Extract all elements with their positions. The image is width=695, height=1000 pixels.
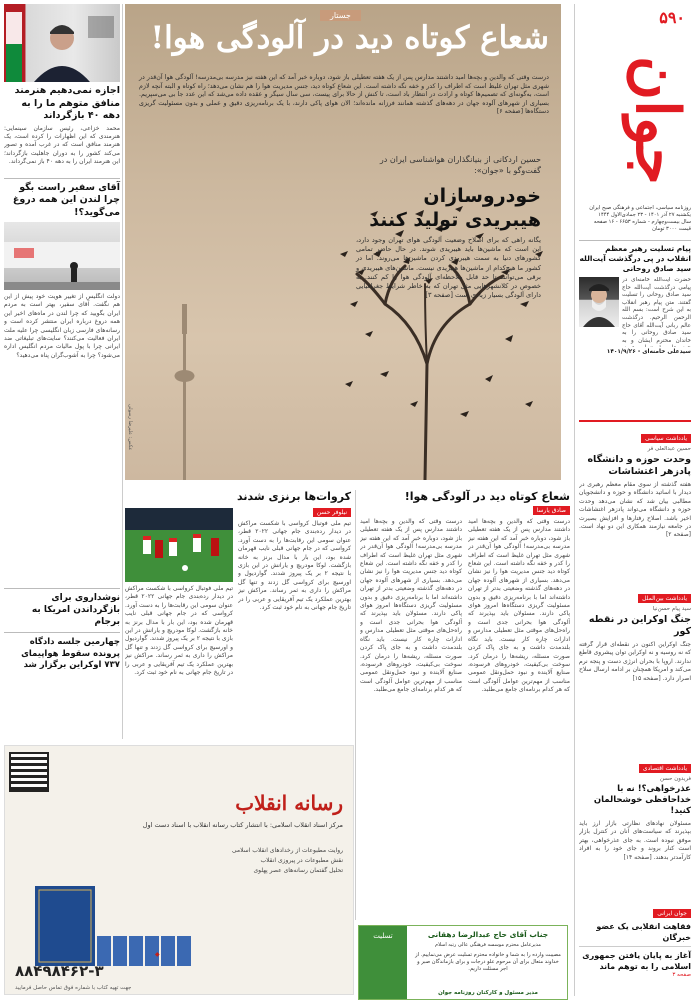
leader-message-body: حضرت آیت‌الله خامنه‌ای در پیامی درگذشت آیت‌الله حاج سید صادق روحانی را تسلیت گفتند. متن پیام رهبر انقلاب به این شرح است: بسم الله الرحمن الرحیم. درگذشت عالم ربانی آیت‌الله آقای حاج سید صادق روحانی را به خاندان محترم ایشان و به: [622, 277, 691, 344]
econ-note-author: فریدون حسن: [659, 776, 691, 782]
main-story-body-col1: درست وقتی که والدین و بچه‌ها امید داشتند مدارس پس از یک هفته تعطیلی باز شود، دوباره خبر آمد که این هفته نیز مدرسه بی‌مدرسه! آلودگی هوا آن‌قدر در شهری مثل تهران غلیظ است که اطراف را کدر و خفه نگه داشته است. این شعاع کوتاه دید جنس مدیریت هوا را نیز نشان می‌دهد. بسیاری از شهرهای آلوده جهان در دهه‌های گذشته وضعیتی بدتر از تهران داشته‌اند اما با برنامه‌ریزی دقیق و بدون مسئولیت گریزی دستگاه‌ها امروز هوای پاکی دارند. مسئولان باید بپذیرند که آلودگی هوا بحرانی جدی است و راه‌حل‌های موقتی مثل تعطیلی مدارس و ادارات چاره کار نیست. باید نگاه بلندمدت داشت و به جای پاک کردن صورت مسئله، ریشه‌ها را درمان کرد. سوخت بی‌کیفیت، خودروهای فرسوده، صنایع آلاینده و نبود حمل‌ونقل عمومی مناسب از مهم‌ترین عوامل آلودگی است که هر کدام برنامه‌ای جامع می‌طلبد.: [360, 518, 462, 694]
masthead: [577, 0, 695, 215]
main-story-title[interactable]: شعاع کوتاه دید در آلودگی هوا!: [404, 490, 570, 503]
leader-signature: سیدعلی خامنه‌ای - ۱۴۰۱/۹/۲۶: [606, 349, 691, 355]
leader-message: [579, 244, 691, 355]
interview-body: یگانه راهی که برای اصلاح وضعیت آلودگی هوای تهران وجود دارد، این است که ماشین‌ها باید هیبریدی شوند. در حال حاضر تمامی کشورهای دنیا به سمت هیبریدی کردن ماشین‌ها می‌روند. اما در کشور ما هیچ‌کدام از ماشین‌ها هیبریدی نیست. ماشین‌های هیبریدی و برقی می‌توانند تا حد قابل ملاحظه‌ای آلودگی هوا را کم کنند. به خصوص در کلانشهرهایی مثل تهران که به خاطر شرایط جغرافیایی دارای آلودگی بسیار زیادی است [صفحه ۳]: [356, 236, 541, 300]
leader-message-title[interactable]: پیام تسلیت رهبر معظم انقلاب در پی درگذشت آیت‌الله سید صادق روحانی: [579, 244, 691, 273]
main-story: [360, 490, 570, 928]
item1-body: محمد خزاعی، رئیس سازمان سینمایی: هنرمندی که این اظهارات را کرده است، یک هنرمند منافق است که در غرب آمده و تصور می‌کند کشور را به دوران جاهلیت بازگرداند؛ این هنرمند ایران را به دهه ۴۰ باز نمی‌گرداند.: [4, 124, 120, 166]
item2-title[interactable]: آقای سفیر راست بگو چرا لندن این همه دروغ می‌گوید؟!: [12, 181, 120, 218]
condolence-sign: مدیر مسئول و کارکنان روزنامه جوان: [438, 990, 538, 996]
political-note-head: یادداشت سیاسی: [641, 434, 691, 443]
political-note-title[interactable]: وحدت حوزه و دانشگاه پادزهر اغتشاشات: [587, 454, 691, 477]
book-ad-title: رسانه انقلاب: [235, 791, 343, 815]
interview-title[interactable]: خودروسازان هیبریدی تولید کنند: [369, 185, 541, 231]
book-ad-logo: ◆: [155, 951, 160, 958]
intl-note-body: جنگ اوکراین اکنون در نقطه‌ای قرار گرفته که نه روسیه و نه اوکراین توان پیشروی قاطع ندارند. اروپا با بحران انرژی دست و پنجه نرم می‌کند و امریکا همچنان بر ادامه ارسال سلاح اصرار دارد. [صفحه ۱۵]: [579, 641, 691, 682]
econ-note-title[interactable]: عذرخواهی؟! نه با خداحافظی خوشحالمان کنید!: [593, 784, 691, 816]
book-ad-line: تحلیل گفتمان رسانه‌های عصر پهلوی: [253, 867, 343, 874]
masthead-desc: روزنامه سیاسی، اجتماعی و فرهنگی صبح ایران: [589, 205, 691, 211]
sport-story-author: نیلوفر حسن: [313, 508, 351, 517]
condolence-title: جناب آقای حاج عبدالرضا دهقانی: [427, 930, 549, 939]
masthead-issue: سال بیست‌وچهارم - شماره ۶۶۵۳ - ۱۶ صفحه: [593, 219, 691, 225]
masthead-price: قیمت ۳۰۰۰ تومان: [652, 226, 691, 232]
political-note-body: هفته گذشته از سوی مقام معظم رهبری در دیدار با اساتید دانشگاه و حوزه و دانشجویان مطالبی بیان شد که نشان می‌دهد وحدت حوزه و دانشگاه می‌تواند پادزهر اغتشاشات اخیر باشد. اصلاح رفتارها و افزایش بصیرت در جامعه نیازمند همکاری این دو نهاد است. [صفحه ۲]: [579, 481, 691, 539]
item2-photo: [4, 222, 120, 290]
youth-note-title[interactable]: فقاهت انقلابی یک عضو خبرگان: [596, 922, 691, 942]
sport-story-body-b: تیم ملی فوتبال کرواسی با شکست مراکش در دیدار رده‌بندی جام جهانی ۲۰۲۲ قطر، عنوان سومی این رقابت‌ها را به دست آورد. کرواسی که در جام جهانی قبلی نایب قهرمان شده بود، این بار با مدال برنز به خانه بازگشت. لوکا مودریچ و یارانش در این بازی با نتیجه ۲ بر یک پیروز شدند. گواردیول و اورسیچ برای کرواسی گل زدند و تنها گل مراکش را داری به ثمر رساند. مراکش نیز بهترین عملکرد یک تیم آفریقایی و عربی را در تاریخ جام جهانی به نام خود ثبت کرد.: [125, 585, 233, 677]
interview-kicker: حسین اردکانی از بنیانگذاران هواشناسی ایران در گفت‌وگو با «جوان»:: [379, 155, 541, 175]
econ-note-body: مسئولان نهادهای نظارتی بازار ارز باید بپذیرند که سیاست‌های آنان در کنترل بازار موفق نبوده است. به جای عذرخواهی، بهتر است کنار بروند و جای خود را به افراد کارآمدتر بدهند. [صفحه ۱۴]: [579, 820, 691, 861]
condolence-sub: مدیرعامل محترم موسسه فرهنگی عالی رتبه اسلام: [435, 942, 541, 948]
intl-note: [579, 585, 691, 741]
book-ad-line: روایت مطبوعات از رخدادهای انقلاب اسلامی: [231, 847, 343, 854]
intl-note-head: یادداشت بین‌الملل: [638, 594, 691, 603]
youth-note-head: جوان ایرانی: [653, 909, 691, 918]
book-ad-phone[interactable]: ۸۸۴۹۸۴۶۲-۳: [15, 962, 104, 980]
leader-photo: [579, 277, 619, 327]
qr-code[interactable]: [9, 752, 49, 792]
hero-feature: [125, 4, 561, 480]
item1-title[interactable]: اجازه نمی‌دهیم هنرمند منافق متوهم ما را به دهه ۴۰ بازگرداند: [14, 85, 120, 121]
newspaper-logo[interactable]: جوان: [622, 56, 692, 185]
condolence-body: مصیبت وارده را به شما و خانواده محترم تسلیت عرض می‌نماییم. از خداوند متعال برای آن مرحوم علو درجات و برای بازماندگان صبر و اجر مسئلت داریم.: [415, 952, 561, 972]
sport-story-body-a: تیم ملی فوتبال کرواسی با شکست مراکش در دیدار رده‌بندی جام جهانی ۲۰۲۲ قطر، عنوان سومی این رقابت‌ها را به دست آورد. کرواسی که در جام جهانی قبلی نایب قهرمان شده بود، این بار با مدال برنز به خانه بازگشت. لوکا مودریچ و یارانش در این بازی با نتیجه ۲ بر یک پیروز شدند. گواردیول و اورسیچ برای کرواسی گل زدند و تنها گل مراکش را داری به ثمر رساند. مراکش نیز بهترین عملکرد یک تیم آفریقایی و عربی را در تاریخ جام جهانی به نام خود ثبت کرد.: [238, 520, 351, 612]
intl-note-author: سید پیام حسن‌نیا: [652, 606, 691, 612]
masthead-info: [577, 205, 691, 233]
book-ad[interactable]: [4, 745, 354, 995]
item1-photo: [4, 4, 120, 82]
book-ad-lines: [143, 846, 343, 876]
regime-note-page[interactable]: صفحه ۳: [672, 972, 691, 978]
regime-note-title[interactable]: آغاز به پایان یافتن جمهوری اسلامی را به توهم ماند: [582, 951, 691, 971]
item3-title[interactable]: نوشداروی برای بازگرداندن امریکا به برجام: [31, 593, 120, 627]
book-ad-line: نقش مطبوعات در پیروزی انقلاب: [260, 857, 343, 864]
item4-title[interactable]: چهارمین جلسه دادگاه پرونده سقوط هواپیمای ۷۳۷ اوکراین برگزار شد: [21, 637, 120, 670]
hero-tag: جستار: [320, 10, 361, 21]
condolence-ad[interactable]: [358, 925, 568, 1000]
sport-story-title[interactable]: کروات‌ها برنزی شدند: [236, 490, 351, 503]
photo-credit: عکس: علیرضا رسولی: [127, 404, 133, 451]
hero-body: درست وقتی که والدین و بچه‌ها امید داشتند مدارس پس از یک هفته تعطیلی باز شود، دوباره خبر آمد که این هفته نیز مدرسه بی‌مدرسه! آلودگی هوا آن‌قدر در شهری مثل تهران غلیظ است که اطراف را کدر و خفه نگه داشته است. این شعاع کوتاه دید، جنس مدیریت هوا را هم نشان می‌دهد؛ راه کوتاه و البته آنچه لازم است، به‌گونه‌ای که تصمیم‌ها کوتاه و ارادت در انتظار باد است، تا کنش از حالا برای پیست، سی سال سیگر و عقده داده می‌شد که این عدد جا بی می‌سپریم. بسیاری از شهرهای آلوده جهان در دهه‌های گذشته همانند فرزانه مانده‌اند؛ الان هوای پاکی دارند، با یک برنامه‌ریزی دقیق و عملی و بدون مسئولیت گریزی دستگاه‌ها [صفحه ۶]: [139, 74, 549, 116]
book-ad-subtitle: مرکز اسناد انقلاب اسلامی: با انتشار کتاب رسانه انقلاب با اسناد دست اول: [142, 821, 343, 829]
econ-note: [579, 755, 691, 892]
hero-title[interactable]: شعاع کوتاه دید در آلودگی هوا!: [150, 20, 549, 56]
item2-body: دولت انگلیس از تغییر هویت خود پیش از این هم نگفت. آقای سفیر، بهتر است به مردم ایران بگویید که چرا لندن در ماه‌های اخیر این همه دروغ درباره ایران منتشر کرده است و رسانه‌های فارسی زبان انگلیسی چرا علیه ملت ایران فعالیت می‌کنند؟ سایت‌های تبلیغاتی ضد ایرانی چرا با پول مالیات مردم انگلیس اداره می‌شود؟ چرا به آشوب‌گران پناه می‌دهید؟: [4, 293, 120, 359]
political-note: [579, 425, 691, 573]
left-column: [4, 4, 120, 672]
book-stack-illustration: [25, 876, 205, 976]
main-story-body-col2: درست وقتی که والدین و بچه‌ها امید داشتند مدارس پس از یک هفته تعطیلی باز شود، دوباره خبر آمد که این هفته نیز مدرسه بی‌مدرسه! آلودگی هوا آن‌قدر در شهری مثل تهران غلیظ است که اطراف را کدر و خفه نگه داشته است. این شعاع کوتاه دید جنس مدیریت هوا را نیز نشان می‌دهد. بسیاری از شهرهای آلوده جهان در دهه‌های گذشته وضعیتی بدتر از تهران داشته‌اند اما با برنامه‌ریزی دقیق و بدون مسئولیت گریزی دستگاه‌ها امروز هوای پاکی دارند. مسئولان باید بپذیرند که آلودگی هوا بحرانی جدی است و راه‌حل‌های موقتی مثل تعطیلی مدارس و ادارات چاره کار نیست. باید نگاه بلندمدت داشت و به جای پاک کردن صورت مسئله، ریشه‌ها را درمان کرد. سوخت بی‌کیفیت، خودروهای فرسوده، صنایع آلاینده و نبود حمل‌ونقل عمومی مناسب از مهم‌ترین عوامل آلودگی است که هر کدام برنامه‌ای جامع می‌طلبد.: [468, 518, 570, 694]
football-photo: [125, 508, 233, 582]
main-story-author: صادق یارسا: [533, 506, 570, 515]
masthead-date: یکشنبه ۲۷ آذر ۱۴۰۱ - ۲۳ جمادی‌الاول ۱۴۴۴: [598, 212, 691, 218]
intl-note-title[interactable]: جنگ اوکراین در نقطه کور: [588, 614, 691, 637]
condolence-badge: تسلیت: [359, 926, 407, 1000]
year-badge: ۵۹۰: [659, 8, 685, 27]
book-ad-footer: جهت تهیه کتاب با شماره فوق تماس حاصل فرمایید: [15, 985, 132, 991]
econ-note-head: یادداشت اقتصادی: [639, 764, 691, 773]
sport-story: [125, 490, 351, 735]
political-note-author: حسین عبدالعلی فر: [647, 446, 691, 452]
youth-note: [579, 900, 691, 978]
